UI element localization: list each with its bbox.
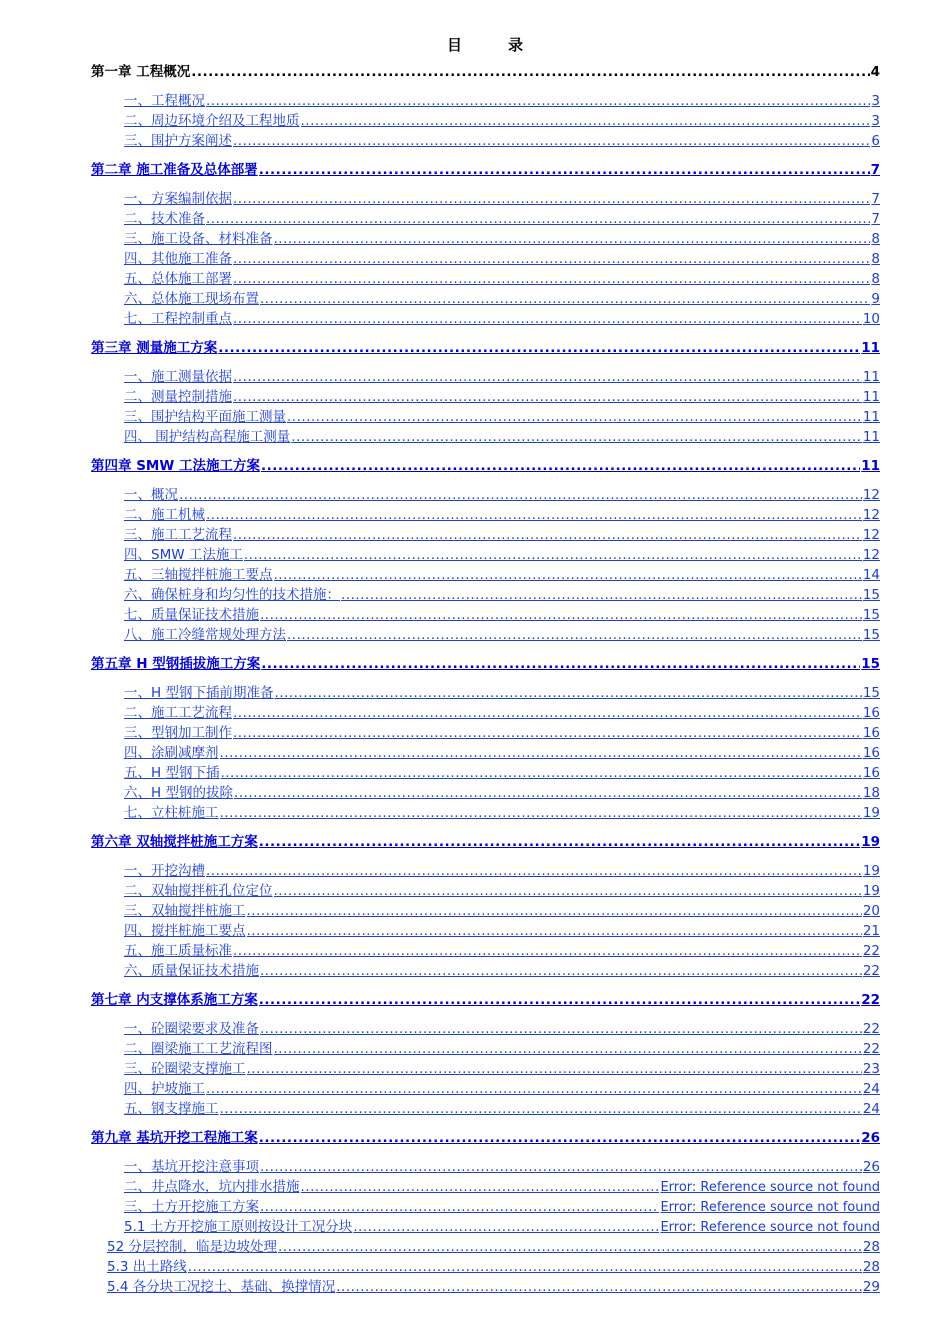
toc-section-entry[interactable]: [124, 724, 880, 742]
toc-entry-page: 15: [862, 627, 880, 643]
toc-title-char-2: 录: [508, 36, 524, 54]
toc-entry-page: 15: [861, 656, 880, 672]
toc-entry-page: 6: [871, 133, 880, 149]
toc-entry-page: 26: [862, 1159, 880, 1175]
toc-entry-label: 第四章 SMW 工法施工方案: [91, 458, 260, 474]
toc-entry-page: 22: [862, 943, 880, 959]
toc-dot-leader: [220, 1100, 862, 1118]
toc-dot-leader: [234, 784, 862, 802]
toc-dot-leader: [220, 744, 862, 762]
toc-entry-page: 19: [862, 863, 880, 879]
toc-dot-leader: [261, 457, 860, 475]
toc-section-entry[interactable]: [124, 1178, 880, 1197]
toc-dot-leader: [260, 962, 862, 980]
toc-entry-page: 11: [861, 458, 880, 474]
toc-entry-page: 15: [862, 685, 880, 701]
toc-section-entry[interactable]: [124, 1040, 880, 1058]
toc-entry-page: 11: [862, 369, 880, 385]
toc-dot-leader: [220, 804, 862, 822]
toc-entry-page: 24: [862, 1081, 880, 1097]
toc-dot-leader: [336, 1278, 862, 1296]
toc-entry-label: 第九章 基坑开挖工程施工案: [91, 1130, 258, 1146]
toc-entry-label: 第六章 双轴搅拌桩施工方案: [91, 834, 258, 850]
toc-section-entry[interactable]: [124, 626, 880, 644]
toc-title-char-1: 目: [446, 36, 462, 54]
toc-section-entry[interactable]: [124, 546, 880, 564]
toc-chapter-entry[interactable]: [91, 655, 880, 673]
toc-entry-label: 第五章 H 型钢插拔施工方案: [91, 656, 261, 672]
toc-dot-leader: [233, 704, 862, 722]
toc-dot-leader: [233, 270, 870, 288]
toc-dot-leader: [206, 862, 862, 880]
toc-entry-label: 一、基坑开挖注意事项: [124, 1159, 259, 1175]
toc-dot-leader: [247, 902, 862, 920]
toc-entry-page: 12: [862, 527, 880, 543]
toc-dot-leader: [233, 190, 870, 208]
toc-entry-label: 五、H 型钢下插: [124, 765, 220, 781]
toc-entry-label: 三、施工工艺流程: [124, 527, 232, 543]
toc-entry-label: 五、施工质量标准: [124, 943, 232, 959]
toc-entry-page: 11: [862, 429, 880, 445]
toc-entry-label: 四、SMW 工法施工: [124, 547, 243, 563]
toc-dot-leader: [259, 1129, 861, 1147]
toc-entry-label: 二、技术准备: [124, 211, 205, 227]
toc-entry-page: 12: [862, 487, 880, 503]
toc-section-entry[interactable]: [124, 764, 880, 782]
toc-entry-label: 四、 围护结构高程施工测量: [124, 429, 291, 445]
toc-dot-leader: [233, 942, 862, 960]
toc-dot-leader: [274, 566, 862, 584]
toc-dot-leader: [274, 1040, 862, 1058]
toc-section-entry[interactable]: [124, 408, 880, 426]
toc-entry-page: 14: [862, 567, 880, 583]
toc-section-entry[interactable]: [124, 1198, 880, 1217]
toc-section-entry[interactable]: [124, 526, 880, 544]
toc-entry-page: 28: [862, 1239, 880, 1255]
toc-entry-page: 12: [862, 547, 880, 563]
toc-dot-leader: [260, 1158, 862, 1176]
toc-entry-page: 26: [861, 1130, 880, 1146]
toc-dot-leader: [341, 586, 862, 604]
toc-dot-leader: [274, 684, 861, 702]
toc-entry-label: 二、双轴搅拌桩孔位定位: [124, 883, 273, 899]
toc-section-entry[interactable]: [124, 290, 880, 308]
toc-entry-label: 六、质量保证技术措施: [124, 963, 259, 979]
toc-entry-page: 19: [861, 834, 880, 850]
toc-chapter-entry[interactable]: [91, 339, 880, 357]
toc-entry-page: 7: [871, 211, 880, 227]
toc-entry-label: 五、钢支撑施工: [124, 1101, 219, 1117]
toc-section-entry[interactable]: [124, 606, 880, 624]
toc-section-entry[interactable]: [124, 1020, 880, 1038]
toc-entry-label: 5.1 土方开挖施工原则按设计工况分块: [124, 1219, 353, 1235]
toc-dot-leader: [274, 230, 871, 248]
toc-section-entry[interactable]: [124, 1218, 880, 1237]
toc-entry-page: 20: [862, 903, 880, 919]
toc-entry-page: 16: [862, 765, 880, 781]
toc-section-entry[interactable]: [124, 704, 880, 722]
toc-entry-page: 15: [862, 587, 880, 603]
toc-entry-label: 一、施工测量依据: [124, 369, 232, 385]
toc-entry-page: 3: [871, 113, 880, 129]
toc-dot-leader: [179, 486, 862, 504]
toc-entry-label: 八、施工冷缝常规处理方法: [124, 627, 286, 643]
toc-dot-leader: [233, 368, 862, 386]
toc-section-entry[interactable]: [107, 1258, 880, 1276]
toc-entry-label: 六、H 型钢的拔除: [124, 785, 233, 801]
toc-entry-label: 第二章 施工准备及总体部署: [91, 162, 258, 178]
toc-section-entry[interactable]: [124, 1060, 880, 1078]
toc-entry-label: 三、围护方案阐述: [124, 133, 232, 149]
toc-entry-page: 22: [862, 1021, 880, 1037]
toc-section-entry[interactable]: [124, 922, 880, 940]
toc-entry-page: 16: [862, 725, 880, 741]
toc-entry-page: 23: [862, 1061, 880, 1077]
toc-entry-page: 28: [862, 1259, 880, 1275]
toc-entry-label: 二、圈梁施工工艺流程图: [124, 1041, 273, 1057]
toc-dot-leader: [259, 991, 861, 1009]
toc-section-entry[interactable]: [107, 1278, 880, 1296]
toc-dot-leader: [278, 1238, 862, 1256]
toc-entry-label: 一、工程概况: [124, 93, 205, 109]
toc-dot-leader: [260, 1198, 659, 1216]
toc-entry-page: 29: [862, 1279, 880, 1295]
toc-section-entry[interactable]: [124, 92, 880, 110]
toc-entry-page: 8: [871, 271, 880, 287]
toc-entry-page: 10: [862, 311, 880, 327]
toc-section-entry[interactable]: [124, 862, 880, 880]
toc-entry-page: 15: [862, 607, 880, 623]
toc-section-entry[interactable]: [124, 804, 880, 822]
toc-dot-leader: [301, 112, 871, 130]
toc-entry-label: 四、其他施工准备: [124, 251, 232, 267]
toc-section-entry[interactable]: [124, 210, 880, 228]
toc-entry-label: 七、工程控制重点: [124, 311, 232, 327]
toc-section-entry[interactable]: [124, 586, 880, 604]
toc-chapter-entry[interactable]: [91, 1129, 880, 1147]
toc-entry-label: 六、确保桩身和均匀性的技术措施：: [124, 587, 340, 603]
toc-entry-label: 三、围护结构平面施工测量: [124, 409, 286, 425]
toc-entry-label: 五、三轴搅拌桩施工要点: [124, 567, 273, 583]
toc-entry-label: 三、土方开挖施工方案: [124, 1199, 259, 1215]
toc-section-entry[interactable]: [124, 388, 880, 406]
toc-section-entry[interactable]: [124, 962, 880, 980]
toc-section-entry[interactable]: [124, 190, 880, 208]
toc-section-entry[interactable]: [124, 270, 880, 288]
toc-section-entry[interactable]: [124, 112, 880, 130]
toc-section-entry[interactable]: [124, 744, 880, 762]
toc-dot-leader: [233, 388, 862, 406]
toc-entry-label: 二、测量控制措施: [124, 389, 232, 405]
toc-dot-leader: [233, 132, 870, 150]
toc-dot-leader: [206, 1080, 862, 1098]
toc-entry-label: 四、搅拌桩施工要点: [124, 923, 246, 939]
toc-dot-leader: [244, 546, 862, 564]
toc-dot-leader: [206, 92, 870, 110]
toc-entry-page: 11: [862, 389, 880, 405]
toc-dot-leader: [191, 63, 869, 81]
toc-entry-label: 52 分层控制，临是边坡处理: [107, 1239, 277, 1255]
toc-entry-page: Error: Reference source not found: [660, 1200, 880, 1215]
toc-dot-leader: [260, 290, 870, 308]
toc-entry-page: 19: [862, 883, 880, 899]
toc-dot-leader: [260, 1020, 862, 1038]
toc-entry-page: 21: [862, 923, 880, 939]
toc-section-entry[interactable]: [124, 902, 880, 920]
toc-chapter-entry[interactable]: [91, 63, 880, 81]
toc-entry-page: 22: [861, 992, 880, 1008]
toc-dot-leader: [291, 428, 862, 446]
toc-dot-leader: [233, 526, 862, 544]
toc-section-entry[interactable]: [124, 1100, 880, 1118]
toc-dot-leader: [218, 339, 860, 357]
toc-entry-label: 5.3 出土路线: [107, 1259, 187, 1275]
toc-entry-label: 一、砼圈梁要求及准备: [124, 1021, 259, 1037]
toc-section-entry[interactable]: [124, 250, 880, 268]
toc-entry-label: 一、H 型钢下插前期准备: [124, 685, 274, 701]
toc-entry-page: 9: [871, 291, 880, 307]
toc-dot-leader: [259, 833, 861, 851]
toc-chapter-entry[interactable]: [91, 161, 880, 179]
toc-entry-label: 第七章 内支撑体系施工方案: [91, 992, 258, 1008]
toc-entry-label: 四、护坡施工: [124, 1081, 205, 1097]
toc-dot-leader: [206, 210, 870, 228]
toc-entry-page: 7: [871, 191, 880, 207]
toc-dot-leader: [206, 506, 862, 524]
toc-entry-label: 二、井点降水，坑内排水措施: [124, 1179, 300, 1195]
toc-entry-page: 16: [862, 745, 880, 761]
toc-entry-page: 22: [862, 1041, 880, 1057]
toc-entry-page: 16: [862, 705, 880, 721]
toc-entry-label: 一、开挖沟槽: [124, 863, 205, 879]
toc-entry-label: 二、施工工艺流程: [124, 705, 232, 721]
toc-section-entry[interactable]: [124, 368, 880, 386]
toc-section-entry[interactable]: [124, 1158, 880, 1176]
toc-section-entry[interactable]: [124, 132, 880, 150]
toc-entry-page: 19: [862, 805, 880, 821]
toc-dot-leader: [233, 250, 870, 268]
toc-entry-page: 8: [871, 251, 880, 267]
toc-dot-leader: [233, 310, 862, 328]
toc-dot-leader: [301, 1178, 660, 1196]
toc-entry-label: 二、施工机械: [124, 507, 205, 523]
toc-entry-label: 六、总体施工现场布置: [124, 291, 259, 307]
toc-dot-leader: [287, 408, 862, 426]
toc-entry-label: 一、概况: [124, 487, 178, 503]
toc-section-entry[interactable]: [124, 882, 880, 900]
toc-entry-label: 四、涂刷减摩剂: [124, 745, 219, 761]
toc-entry-label: 五、总体施工部署: [124, 271, 232, 287]
toc-section-entry[interactable]: [124, 1080, 880, 1098]
toc-section-entry[interactable]: [124, 566, 880, 584]
toc-section-entry[interactable]: [124, 784, 880, 802]
toc-section-entry[interactable]: [124, 230, 880, 248]
toc-entry-label: 七、立柱桩施工: [124, 805, 219, 821]
toc-dot-leader: [247, 1060, 862, 1078]
toc-section-entry[interactable]: [124, 428, 880, 446]
toc-entry-page: 22: [862, 963, 880, 979]
toc-entry-page: 12: [862, 507, 880, 523]
toc-section-entry[interactable]: [124, 486, 880, 504]
toc-entry-label: 三、型钢加工制作: [124, 725, 232, 741]
toc-entry-page: 8: [871, 231, 880, 247]
toc-entry-label: 三、双轴搅拌桩施工: [124, 903, 246, 919]
toc-entry-page: Error: Reference source not found: [660, 1220, 880, 1235]
toc-entry-label: 三、施工设备、材料准备: [124, 231, 273, 247]
toc-dot-leader: [188, 1258, 862, 1276]
toc-entry-page: 18: [862, 785, 880, 801]
toc-dot-leader: [261, 655, 860, 673]
toc-dot-leader: [247, 922, 862, 940]
toc-dot-leader: [274, 882, 862, 900]
toc-entry-page: 24: [862, 1101, 880, 1117]
toc-entry-page: 11: [861, 340, 880, 356]
toc-entry-page: 11: [862, 409, 880, 425]
toc-entry-page: Error: Reference source not found: [660, 1180, 880, 1195]
toc-dot-leader: [260, 606, 862, 624]
toc-chapter-entry[interactable]: [91, 991, 880, 1009]
toc-section-entry[interactable]: [107, 1238, 880, 1256]
toc-dot-leader: [353, 1218, 659, 1236]
toc-dot-leader: [233, 724, 862, 742]
toc-entry-label: 二、周边环境介绍及工程地质: [124, 113, 300, 129]
toc-entry-label: 七、质量保证技术措施: [124, 607, 259, 623]
toc-chapter-entry[interactable]: [91, 833, 880, 851]
toc-entry-label: 第一章 工程概况: [91, 64, 191, 80]
toc-entry-label: 5.4 各分块工况挖土、基础、换撑情况: [107, 1279, 336, 1295]
toc-dot-leader: [287, 626, 862, 644]
toc-section-entry[interactable]: [124, 942, 880, 960]
toc-section-entry[interactable]: [124, 310, 880, 328]
toc-entry-page: 3: [871, 93, 880, 109]
toc-entry-label: 三、砼圈梁支撑施工: [124, 1061, 246, 1077]
toc-entry-label: 第三章 测量施工方案: [91, 340, 218, 356]
toc-chapter-entry[interactable]: [91, 457, 880, 475]
toc-entry-page: 4: [870, 64, 880, 80]
toc-section-entry[interactable]: [124, 506, 880, 524]
toc-entry-label: 一、方案编制依据: [124, 191, 232, 207]
toc-dot-leader: [259, 161, 870, 179]
toc-dot-leader: [220, 764, 861, 782]
toc-entry-page: 7: [870, 162, 880, 178]
toc-section-entry[interactable]: [124, 684, 880, 702]
